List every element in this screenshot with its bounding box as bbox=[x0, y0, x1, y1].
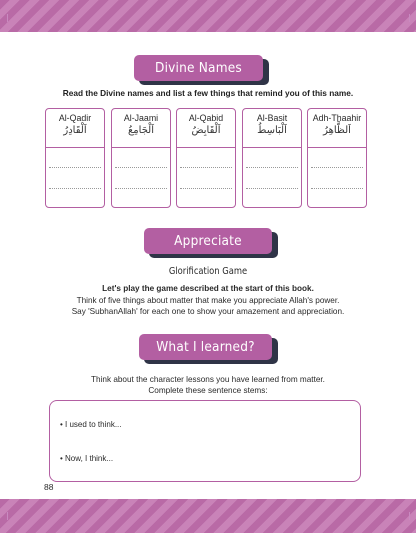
writing-line[interactable] bbox=[115, 188, 167, 189]
writing-line[interactable] bbox=[180, 188, 232, 189]
name-latin: Al-Jaami bbox=[123, 113, 159, 123]
section-banner-divine-names bbox=[134, 55, 263, 81]
name-latin: Al-Qabid bbox=[188, 113, 224, 123]
appreciate-text-1: Think of five things about matter that make you appreciate Allah's power. bbox=[76, 296, 340, 305]
learned-text-1: Think about the character lessons you have learned from matter. bbox=[91, 375, 325, 384]
writing-line[interactable] bbox=[180, 167, 232, 168]
section-title: Divine Names bbox=[134, 55, 263, 81]
top-decorative-band bbox=[0, 0, 416, 32]
trim-mark bbox=[7, 14, 8, 22]
name-latin: Adh-Thaahir bbox=[312, 113, 362, 123]
appreciate-lead: Let's play the game described at the start of this book. bbox=[102, 284, 314, 293]
learned-text-2: Complete these sentence stems: bbox=[148, 386, 268, 395]
trim-mark bbox=[409, 14, 410, 22]
writing-line[interactable] bbox=[311, 167, 363, 168]
section-banner-what-i-learned bbox=[139, 334, 272, 360]
name-arabic: اَلْقَابِضُ bbox=[191, 125, 221, 136]
name-card-al-qabid bbox=[176, 108, 236, 208]
writing-line[interactable] bbox=[246, 167, 298, 168]
trim-mark bbox=[7, 512, 8, 520]
name-card-adh-thaahir bbox=[307, 108, 367, 208]
writing-line[interactable] bbox=[115, 167, 167, 168]
section-title: What I learned? bbox=[139, 334, 272, 360]
sentence-stems-box[interactable] bbox=[49, 400, 361, 482]
section-title: Appreciate bbox=[144, 228, 272, 254]
name-card-al-qadir bbox=[45, 108, 105, 208]
name-arabic: اَلْقَادِرُ bbox=[63, 125, 87, 136]
bottom-decorative-band bbox=[0, 499, 416, 533]
name-latin: Al-Basit bbox=[256, 113, 288, 123]
name-arabic: اَلْبَاسِطُ bbox=[257, 125, 287, 136]
page-number: 88 bbox=[44, 482, 54, 492]
name-latin: Al-Qadir bbox=[58, 113, 92, 123]
writing-line[interactable] bbox=[311, 188, 363, 189]
writing-line[interactable] bbox=[49, 188, 101, 189]
divine-names-instruction: Read the Divine names and list a few things that remind you of this name. bbox=[62, 88, 354, 98]
name-card-al-basit bbox=[242, 108, 302, 208]
glorification-game-heading: Glorification Game bbox=[168, 266, 248, 277]
appreciate-text-2: Say 'SubhanAllah' for each one to show your amazement and appreciation. bbox=[71, 307, 345, 316]
name-card-al-jaami bbox=[111, 108, 171, 208]
sentence-stem: • Now, I think... bbox=[60, 454, 114, 463]
writing-line[interactable] bbox=[246, 188, 298, 189]
sentence-stem: • I used to think... bbox=[60, 420, 122, 429]
name-arabic: اَلْجَامِعُ bbox=[127, 125, 154, 136]
trim-mark bbox=[409, 512, 410, 520]
name-arabic: اَلظَّاهِرُ bbox=[323, 125, 351, 136]
section-banner-appreciate bbox=[144, 228, 272, 254]
writing-line[interactable] bbox=[49, 167, 101, 168]
